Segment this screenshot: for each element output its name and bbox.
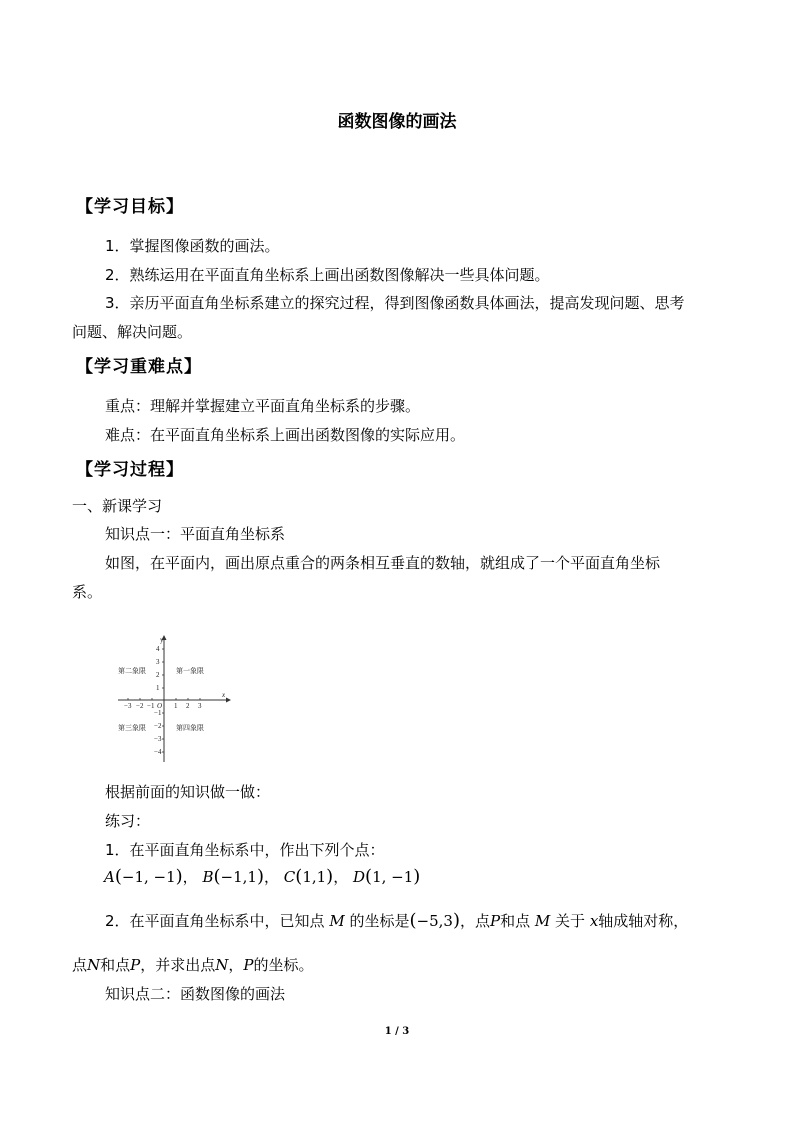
- x-tick-label: −3: [124, 702, 132, 710]
- x-tick-label: −1: [147, 702, 155, 710]
- definition-line-1: 如图，在平面内，画出原点重合的两条相互垂直的数轴，就组成了一个平面直角坐标: [105, 554, 661, 572]
- knowledge-one-title: 知识点一：平面直角坐标系: [105, 525, 286, 543]
- quadrant-2-label: 第二象限: [118, 667, 146, 675]
- y-tick-label: −4: [154, 748, 162, 756]
- quadrant-1-label: 第一象限: [176, 667, 204, 675]
- question-1-points: A(−1, −1)， B(−1,1)， C(1,1)， D(1, −1): [104, 866, 421, 887]
- point-a-coord: −1, −1: [121, 868, 176, 886]
- page-number: 1 / 3: [384, 1026, 410, 1037]
- y-tick-label: 2: [156, 671, 160, 679]
- page-title: 函数图像的画法: [337, 112, 457, 132]
- x-tick-label: 1: [174, 702, 178, 710]
- point-m-coord: −5,3: [416, 912, 453, 930]
- point-separator: ，: [182, 868, 198, 886]
- point-separator: ，: [333, 868, 349, 886]
- y-tick-label: 3: [156, 658, 160, 666]
- x-axis-label: x: [222, 691, 226, 699]
- objective-item-2: 2．熟练运用在平面直角坐标系上画出函数图像解决一些具体问题。: [105, 266, 550, 284]
- objective-item-3: 3．亲历平面直角坐标系建立的探究过程，得到图像函数具体画法，提高发现问题、思考: [105, 294, 685, 312]
- axis-x: x: [589, 912, 599, 930]
- point-p: P: [130, 956, 141, 974]
- origin-label: O: [157, 702, 163, 710]
- x-axis-arrow: [226, 698, 231, 703]
- objectives-heading: 【学习目标】: [76, 197, 184, 217]
- point-b-coord: −1,1: [220, 868, 257, 886]
- key-points-heading: 【学习重难点】: [76, 357, 202, 377]
- definition-line-2: 系。: [72, 583, 103, 601]
- question-2-line-1: 2．在平面直角坐标系中，已知点 M 的坐标是(−5,3)，点P和点 M 关于 x轴成轴对称，: [105, 910, 689, 931]
- point-c-coord: 1,1: [302, 868, 327, 886]
- point-d-name: D: [353, 868, 366, 886]
- point-m: M: [534, 912, 551, 930]
- point-n: N: [215, 956, 229, 974]
- knowledge-two-title: 知识点二：函数图像的画法: [105, 985, 286, 1003]
- point-n: N: [87, 956, 101, 974]
- point-p: P: [243, 956, 254, 974]
- practice-label: 练习：: [105, 812, 151, 830]
- point-m: M: [329, 912, 345, 930]
- x-tick-label: 3: [198, 702, 202, 710]
- objective-item-1: 1．掌握图像函数的画法。: [105, 237, 280, 255]
- question-1: 1．在平面直角坐标系中，作出下列个点：: [105, 841, 385, 859]
- point-c-name: C: [283, 868, 296, 886]
- y-tick-label: −3: [154, 735, 162, 743]
- point-p: P: [490, 912, 501, 930]
- question-2-line-2: 点N和点P，并求出点N，P的坐标。: [72, 956, 314, 974]
- quadrant-3-label: 第三象限: [118, 724, 146, 732]
- quadrant-4-label: 第四象限: [176, 724, 204, 732]
- focus-text: 重点：理解并掌握建立平面直角坐标系的步骤。: [105, 397, 421, 415]
- y-tick-label: −2: [154, 722, 162, 730]
- try-it-text: 根据前面的知识做一做：: [105, 783, 271, 801]
- y-tick-label: −1: [154, 709, 162, 717]
- y-tick-label: 1: [156, 684, 160, 692]
- part-one-title: 一、新课学习: [72, 497, 163, 515]
- point-d-coord: 1, −1: [372, 868, 414, 886]
- difficulty-text: 难点：在平面直角坐标系上画出函数图像的实际应用。: [105, 426, 466, 444]
- process-heading: 【学习过程】: [76, 460, 184, 480]
- objective-item-3-continued: 问题、解决问题。: [72, 323, 193, 341]
- point-separator: ，: [264, 868, 280, 886]
- x-tick-label: 2: [186, 702, 190, 710]
- point-b-name: B: [202, 868, 214, 886]
- point-a-name: A: [104, 868, 115, 886]
- x-tick-label: −2: [136, 702, 144, 710]
- coordinate-system-figure: [114, 634, 234, 766]
- y-tick-label: 4: [156, 645, 160, 653]
- y-axis-label: y: [160, 636, 164, 644]
